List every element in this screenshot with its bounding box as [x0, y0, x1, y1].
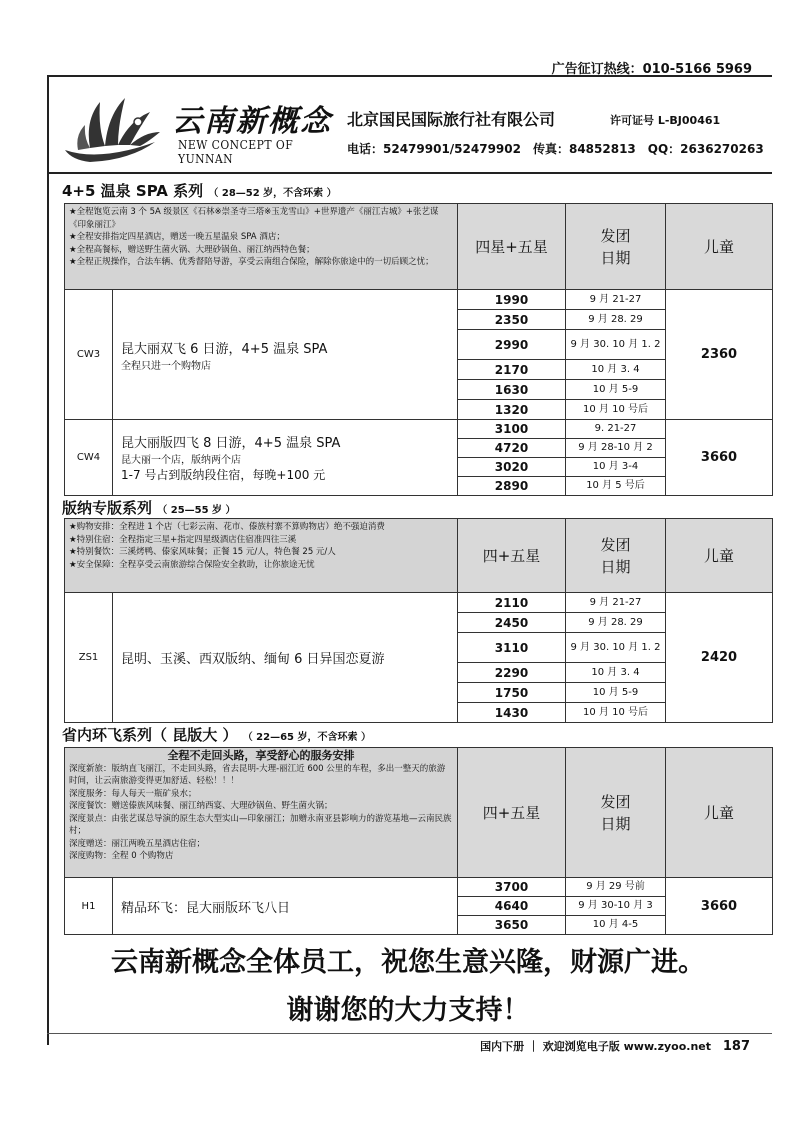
table-row: [65, 420, 773, 439]
section-title-text: 版纳专版系列: [62, 499, 153, 517]
col-header-child: 儿童: [666, 204, 773, 290]
col-header-child: 儿童: [666, 519, 773, 593]
date-cell: 10 月 5 号后: [566, 477, 666, 496]
price-cell: 2170: [458, 360, 566, 380]
lotus-hand-icon: [60, 90, 170, 165]
price-cell: 4720: [458, 439, 566, 458]
route-code: CW4: [65, 420, 113, 496]
price-cell: 3100: [458, 420, 566, 439]
header-rule: [47, 172, 772, 174]
price-cell: 3700: [458, 878, 566, 897]
section-intro: ★购物安排：全程进 1 个店（七彩云南、花市、傣族村寨不算购物店）绝不强迫消费 ★特别住宿：全程指定三星+指定四星级酒店住宿准四往三溪 ★特别餐饮：三溪烤鸭、傣家风味餐；正餐 15 元/人，特色餐 25 元/人 ★安全保障：全程享受云南旅游综合保险安全救助，让你旅途无忧: [65, 519, 458, 593]
price-cell: 4640: [458, 897, 566, 916]
thanks-banner: 谢谢您的大力支持！: [286, 995, 530, 1026]
logo-chinese: 云南新概念: [172, 104, 332, 139]
price-cell: 1430: [458, 703, 566, 723]
price-table-spa: [64, 203, 773, 496]
page-header: [55, 85, 770, 170]
ad-hotline: 广告征订热线：010-5166 5969: [551, 62, 752, 77]
col-header-star: 四星+五星: [458, 204, 566, 290]
top-rule: [47, 75, 772, 77]
section-subtitle: （ 22—65 岁，不含环索 ）: [242, 732, 371, 743]
company-logo: [60, 90, 335, 165]
price-cell: 2110: [458, 593, 566, 613]
left-rule: [47, 75, 49, 1045]
price-cell: 1630: [458, 380, 566, 400]
page-number: 187: [722, 1039, 750, 1054]
col-header-date: 发团 日期: [566, 519, 666, 593]
price-cell: 3650: [458, 916, 566, 935]
price-cell: 3020: [458, 458, 566, 477]
route-name: 精品环飞：昆大丽版环飞八日: [113, 878, 458, 935]
greeting-banner: 云南新概念全体员工，祝您生意兴隆，财源广进。: [111, 947, 705, 978]
section-title: [62, 497, 236, 518]
price-cell: 1990: [458, 290, 566, 310]
col-header-date: 发团 日期: [566, 748, 666, 878]
child-price: 3660: [666, 878, 773, 935]
section-title: [62, 180, 337, 201]
date-cell: 10 月 3. 4: [566, 360, 666, 380]
date-cell: 9 月 28-10 月 2: [566, 439, 666, 458]
date-cell: 10 月 3-4: [566, 458, 666, 477]
date-cell: 9. 21-27: [566, 420, 666, 439]
date-cell: 9 月 30. 10 月 1. 2: [566, 633, 666, 663]
license-number: 许可证号 L-BJ00461: [610, 114, 721, 127]
date-cell: 10 月 5-9: [566, 683, 666, 703]
section-title: [62, 724, 371, 745]
date-cell: 10 月 5-9: [566, 380, 666, 400]
page-footer: [480, 1038, 750, 1054]
contact-info: 电话：52479901/52479902 传真：84852813 QQ：2636270263: [347, 142, 764, 156]
date-cell: 9 月 30. 10 月 1. 2: [566, 330, 666, 360]
date-cell: 10 月 10 号后: [566, 703, 666, 723]
route-name: 昆明、玉溪、西双版纳、缅甸 6 日异国恋夏游: [113, 593, 458, 723]
child-price: 2420: [666, 593, 773, 723]
section-subtitle: （ 25—55 岁 ）: [157, 505, 236, 516]
route-code: H1: [65, 878, 113, 935]
route-code: CW3: [65, 290, 113, 420]
table-row: [65, 593, 773, 613]
route-code: ZS1: [65, 593, 113, 723]
col-header-star: 四+五星: [458, 748, 566, 878]
logo-english: NEW CONCEPT OF YUNNAN: [178, 138, 294, 166]
section-subtitle: （ 28—52 岁，不含环索 ）: [208, 188, 337, 199]
price-cell: 2990: [458, 330, 566, 360]
footer-text[interactable]: 国内下册 ｜ 欢迎浏览电子版 www.zyoo.net: [480, 1040, 712, 1053]
col-header-child: 儿童: [666, 748, 773, 878]
date-cell: 10 月 3. 4: [566, 663, 666, 683]
price-table-banna: [64, 518, 773, 723]
route-name: 昆大丽版四飞 8 日游，4+5 温泉 SPA 昆大丽一个店，版纳两个店 1-7 号占到版纳段住宿，每晚+100 元: [113, 420, 458, 496]
price-cell: 2450: [458, 613, 566, 633]
date-cell: 9 月 29 号前: [566, 878, 666, 897]
price-cell: 1320: [458, 400, 566, 420]
date-cell: 9 月 21-27: [566, 290, 666, 310]
company-name: 北京国民国际旅行社有限公司: [347, 110, 556, 129]
price-table-loop: [64, 747, 773, 935]
section-intro: 全程不走回头路，享受舒心的服务安排 深度新旅：版纳直飞丽江，不走回头路，省去昆明-大理-丽江近 600 公里的车程，多出一整天的旅游时间，让云南旅游变得更加舒适、轻松！！！ 深度服务：每人每天一瓶矿泉水； 深度餐饮：赠送傣族风味餐、丽江纳西宴、大理砂锅鱼、野生菌火锅； 深度景点：由张艺谋总导演的原生态大型实山—印象丽江；加赠永南亚县影响力的游览基地—云南民族村； 深度赠送：丽江两晚五星酒店住宿； 深度购物：全程 0 个购物店: [65, 748, 458, 878]
table-row: [65, 878, 773, 897]
route-name: 昆大丽双飞 6 日游，4+5 温泉 SPA 全程只进一个购物店: [113, 290, 458, 420]
child-price: 3660: [666, 420, 773, 496]
price-cell: 3110: [458, 633, 566, 663]
price-cell: 2350: [458, 310, 566, 330]
table-row: [65, 290, 773, 310]
date-cell: 10 月 4-5: [566, 916, 666, 935]
col-header-star: 四+五星: [458, 519, 566, 593]
section-title-text: 4+5 温泉 SPA 系列: [62, 182, 204, 200]
date-cell: 9 月 30-10 月 3: [566, 897, 666, 916]
date-cell: 9 月 21-27: [566, 593, 666, 613]
price-cell: 2890: [458, 477, 566, 496]
date-cell: 10 月 10 号后: [566, 400, 666, 420]
child-price: 2360: [666, 290, 773, 420]
price-cell: 2290: [458, 663, 566, 683]
footer-rule: [47, 1033, 772, 1034]
section-title-text: 省内环飞系列（ 昆版大 ）: [62, 726, 238, 744]
section-intro: ★全程饱览云南 3 个 5A 级景区《石林※崇圣寺三塔※玉龙雪山》+世界遗产《丽江古城》+张艺谋《印象丽江》 ★全程安排指定四星酒店，赠送一晚五星温泉 SPA 酒店； ★全程高餐标，赠送野生菌火锅、大理砂锅鱼、丽江纳西特色餐； ★全程正规操作，合法车辆、优秀督陪导游，享受云南组合保险，解除你旅途中的一切后顾之忧；: [65, 204, 458, 290]
date-cell: 9 月 28. 29: [566, 310, 666, 330]
col-header-date: 发团 日期: [566, 204, 666, 290]
date-cell: 9 月 28. 29: [566, 613, 666, 633]
price-cell: 1750: [458, 683, 566, 703]
